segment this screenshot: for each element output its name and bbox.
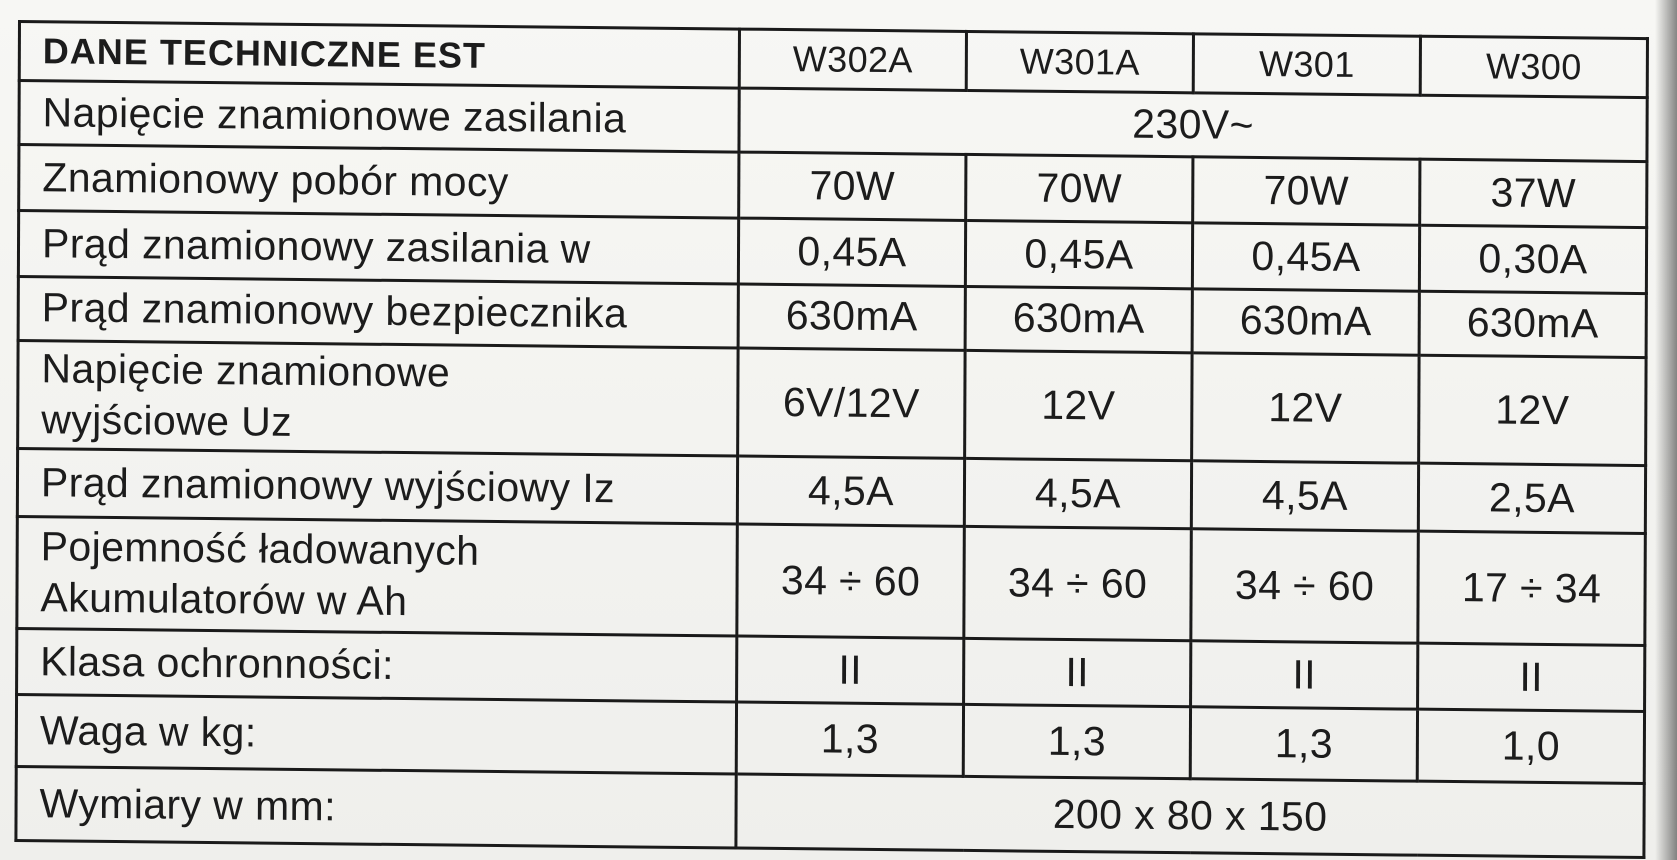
table-row [18,340,1646,466]
row-label: Napięcie znamionowe zasilania [19,80,739,151]
value-cell: 34 ÷ 60 [737,524,964,638]
row-label: Prąd znamionowy bezpiecznika [18,276,738,347]
merged-value-cell: 200 x 80 x 150 [736,774,1644,858]
value-cell: 1,3 [736,702,963,777]
value-cell: 6V/12V [738,348,965,459]
value-cell: 630mA [1192,288,1419,354]
row-label: Prąd znamionowy wyjściowy Iz [17,449,737,525]
value-cell: 630mA [1419,291,1646,357]
value-cell: 2,5A [1418,463,1645,533]
page-edge-shadow [1655,0,1677,860]
table-row [17,517,1645,645]
value-cell: II [1191,640,1418,708]
row-label: Waga w kg: [16,694,736,774]
value-cell: 4,5A [737,456,964,526]
value-cell: 630mA [738,284,965,350]
value-cell: II [964,638,1191,706]
model-header: W301A [966,31,1193,92]
model-header: W301 [1193,34,1420,95]
row-label-line: wyjściowe Uz [41,396,293,446]
row-label-line: Pojemność ładowanych [40,523,480,575]
value-cell: 70W [966,154,1193,222]
value-cell: 34 ÷ 60 [964,527,1191,641]
value-cell: 34 ÷ 60 [1191,529,1418,643]
value-cell: 630mA [965,286,1192,352]
value-cell: 70W [1193,156,1420,224]
value-cell: 0,45A [738,218,965,286]
value-cell: 4,5A [964,459,1191,529]
value-cell: 70W [739,152,966,220]
value-cell: 1,3 [1190,706,1417,781]
table-row [16,766,1644,857]
row-label [18,340,738,456]
merged-value-cell: 230V~ [739,88,1647,161]
value-cell: 0,30A [1419,225,1646,293]
technical-data-table [14,20,1649,859]
row-label-line: Napięcie znamionowe [41,345,451,396]
model-header: W302A [739,29,966,90]
value-cell: 0,45A [965,220,1192,288]
row-label: Wymiary w mm: [16,766,736,848]
value-cell: 0,45A [1192,222,1419,290]
value-cell: 1,3 [963,704,1190,779]
row-label-line: Akumulatorów w Ah [40,574,408,625]
model-header: W300 [1420,36,1647,97]
value-cell: 12V [1192,352,1419,463]
row-label: Znamionowy pobór mocy [19,144,739,218]
value-cell: 1,0 [1417,709,1644,784]
value-cell: II [1418,643,1645,711]
row-label: Prąd znamionowy zasilania w [18,210,738,284]
value-cell: II [737,636,964,704]
row-label: Klasa ochronności: [17,628,737,702]
value-cell: 12V [965,350,1192,461]
value-cell: 37W [1420,159,1647,227]
value-cell: 17 ÷ 34 [1418,531,1645,645]
value-cell: 12V [1419,355,1646,466]
value-cell: 4,5A [1191,461,1418,531]
table-title: DANE TECHNICZNE EST [19,22,739,88]
row-label [17,517,737,636]
